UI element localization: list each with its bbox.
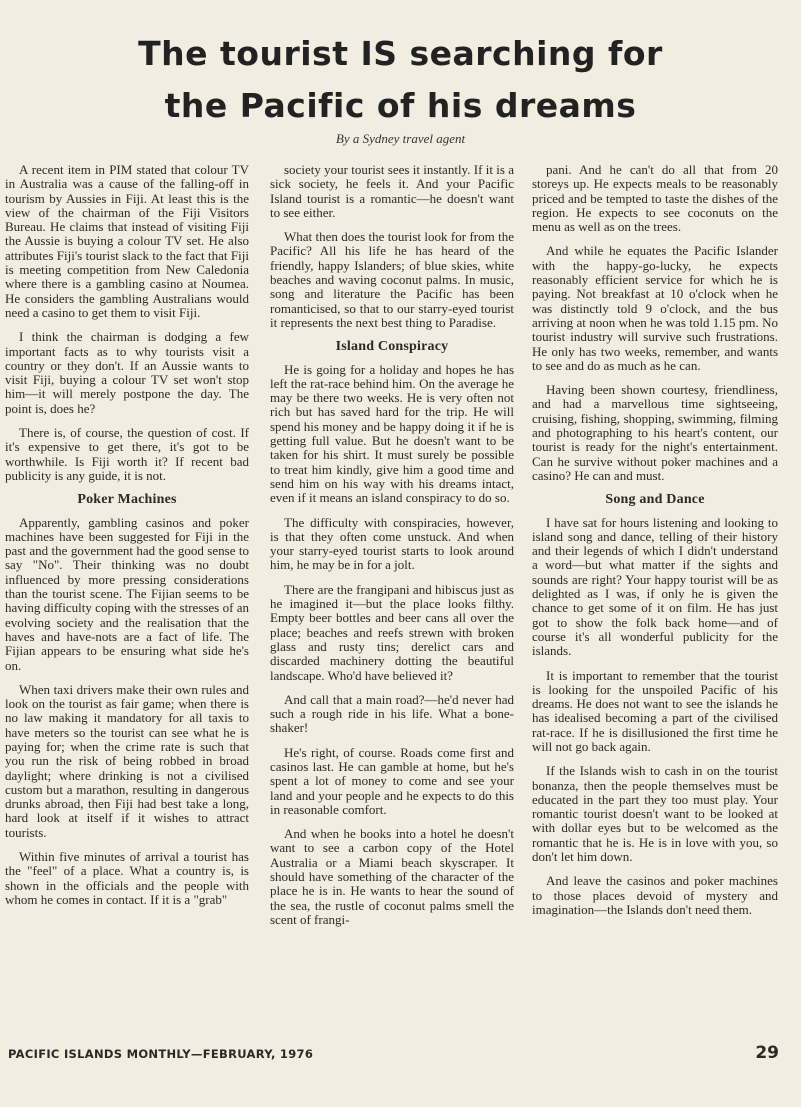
section-heading: Song and Dance <box>605 492 705 508</box>
paragraph: A recent item in PIM stated that colour TV in Australia was a cause of the falling-off in tourism by Aussies in Fiji. At least this is the view of the chairman of the Fiji Visitors Bureau. He claims that instead of visiting Fiji the Aussie is buying a colour TV set. He also attributes Fiji's tourist slack to the fact that Fiji is meeting competition from New Caledonia where there is a gambling casino at Noumea. He considers the gambling Australians would need a casino to get them to visit Fiji. <box>5 162 249 320</box>
page-number: 29 <box>755 1043 779 1063</box>
article-column-2 <box>270 163 514 937</box>
paragraph: society your tourist sees it instantly. If it is a sick society, he feels it. And your Pacific Island tourist is a romantic—he doesn't want to see either. <box>270 162 514 220</box>
title-line-2: the Pacific of his dreams <box>164 86 637 125</box>
paragraph: I have sat for hours listening and looking to island song and dance, telling of their history and their legends of which I didn't understand a word—but what matter if the sights and sounds are right? Your happy tourist will be as delighted as I was, if only he is given the chance to get some of it on film. He has just got to show the folk back home—and of course it's all wonderful publicity for the islands. <box>532 514 778 659</box>
paragraph: And while he equates the Pacific Islander with the happy-go-lucky, he expects reasonably efficient service for which he is paying. Not breakfast at 10 o'clock when he was distinctly told 9 o'clock, and the bus arriving at noon when he was told 1.15 pm. No tourist industry will survive such frustrations. He only has two weeks, remember, and wants to see and do as much as he can. <box>532 243 778 373</box>
paragraph: pani. And he can't do all that from 20 storeys up. He expects meals to be reasonably priced and be tempted to taste the dishes of the region. He expects to see coconuts on the menu as well as on the trees. <box>532 162 778 235</box>
paragraph: Apparently, gambling casinos and poker machines have been suggested for Fiji in the past and the government had the good sense to say "No". Their thinking was no doubt influenced by more pressing considerations than the tourist scene. The Fijian seems to be having difficulty coping with the stresses of an evolving society and the realisation that the haves and have-nots are a fact of life. The Fijian appears to be ensuring what side he's on. <box>5 514 249 673</box>
paragraph: If the Islands wish to cash in on the tourist bonanza, then the people themselves must be educated in the part they too must play. Your romantic tourist doesn't want to be looked at with dollar eyes but to be welcomed as the romantic that he is. He is in love with you, so don't let him down. <box>532 763 778 865</box>
paragraph: He's right, of course. Roads come first and casinos last. He can gamble at home, but he's spent a lot of money to come and see your land and your people and he expects to do this in reasonable comfort. <box>270 744 514 817</box>
paragraph: Having been shown courtesy, friendliness, and had a marvellous time sightseeing, cruising, fishing, shopping, swimming, filming and photographing to his heart's content, our tourist is ready for the night's entertainment. Can he survive without poker machines and a casino? He can and must. <box>532 382 778 483</box>
paragraph: What then does the tourist look for from the Pacific? All his life he has heard of the friendly, happy Islanders; of blue skies, white beaches and waving coconut palms. In music, song and literature the Pacific has been romanticised, so that to our starry-eyed tourist it represents the next best thing to Paradise. <box>270 229 514 330</box>
paragraph: When taxi drivers make their own rules and look on the tourist as fair game; when there is no law making it mandatory for all taxis to have meters so the tourist can see what he is paying for; when the crime rate is such that you run the risk of being robbed in broad daylight; where drinking is not a civilised custom but a marathon, resulting in dangerous drunks abroad, then Fiji had best take a long, hard look at itself if it wishes to attract tourists. <box>5 681 249 840</box>
paragraph: There are the frangipani and hibiscus just as he imagined it—but the place looks filthy. Empty beer bottles and beer cans all over the place; beaches and reefs strewn with broken glass and rusty tins; derelict cars and discarded machinery dotting the beautiful landscape. Who'd have believed it? <box>270 581 514 683</box>
paragraph: And call that a main road?—he'd never had such a rough ride in his life. What a bone-shaker! <box>270 691 514 736</box>
footer-publication: PACIFIC ISLANDS MONTHLY—FEBRUARY, 1976 <box>8 1047 314 1061</box>
section-heading: Island Conspiracy <box>335 339 449 355</box>
paragraph: There is, of course, the question of cost. If it's expensive to get there, it's got to be worthwhile. Is Fiji worth it? If recent bad publicity is any guide, it is not. <box>5 425 249 483</box>
title-line-1: The tourist IS searching for <box>138 34 663 73</box>
paragraph: And when he books into a hotel he doesn't want to see a carbon copy of the Hotel Australia or a Miami beach skyscraper. It should have something of the character of the place he is in. He wants to hear the sound of the sea, the rustle of coconut palms smell the scent of frangi- <box>270 826 514 927</box>
article-title <box>0 28 801 132</box>
article-column-1 <box>5 163 249 917</box>
paragraph: It is important to remember that the tourist is looking for the unspoiled Pacific of his dreams. He does not want to see the islands he has idealised becoming a part of the civilised rat-race. If he is disillusioned the first time he will not go back again. <box>532 667 778 754</box>
section-heading: Poker Machines <box>77 492 177 508</box>
paragraph: I think the chairman is dodging a few important facts as to why tourists visit a country or they don't. If an Aussie wants to visit Fiji, buying a colour TV set won't stop him—it will merely postpone the day. The point is, does he? <box>5 329 249 416</box>
paragraph: Within five minutes of arrival a tourist has the "feel" of a place. What a country is, is shown in the officials and the people with whom he comes in contact. If it is a "grab" <box>5 849 249 907</box>
paragraph: He is going for a holiday and hopes he has left the rat-race behind him. On the average he may be there two weeks. He is very often not rich but has saved hard for the trip. He will spend his money and be happy doing it if he is getting full value. But he doesn't want to be taken for his shirt. It must surely be possible to treat him kindly, give him a good time and send him on his way with his dreams intact, even if it means an island conspiracy to do so. <box>270 361 514 506</box>
byline: By a Sydney travel agent <box>335 131 466 146</box>
article-column-3 <box>532 163 778 927</box>
paragraph: And leave the casinos and poker machines to those places devoid of mystery and imagination—the Islands don't need them. <box>532 873 778 917</box>
paragraph: The difficulty with conspiracies, however, is that they often come unstuck. And when your starry-eyed tourist starts to look around him, he may be in for a jolt. <box>270 514 514 573</box>
